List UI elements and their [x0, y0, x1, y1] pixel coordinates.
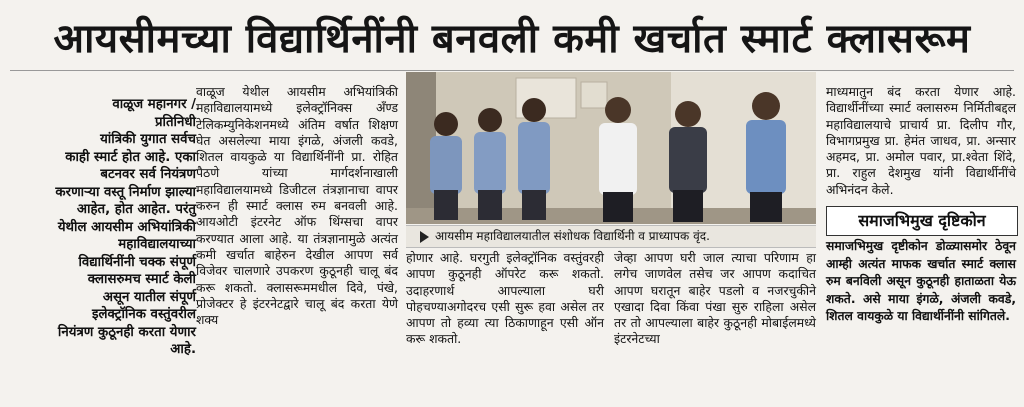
lead-line: नियंत्रण कुठूनही करता येणार [57, 324, 196, 340]
sidebar-box-title: समाजभिमुख दृष्टिकोन [826, 206, 1018, 236]
lead-line: काही स्मार्ट होत आहे. एका [65, 149, 196, 165]
lead-line: वाळूज महानगर / [112, 97, 196, 112]
body-column [196, 84, 398, 328]
photo-caption-text: आयसीम महाविद्यालयातील संशोधक विद्यार्थिनी व प्राध्यापक वृंद. [435, 229, 710, 243]
lead-line: आहेत, होत आहेत. परंतु [76, 202, 196, 217]
middle-column-2 [614, 250, 816, 348]
lead-line: येथील आयसीम अभियांत्रिकी [57, 219, 196, 235]
lead-line: आहे. [170, 342, 196, 357]
lead-column [8, 96, 196, 359]
lead-line: विद्यार्थिनींनी चक्क संपूर्ण [78, 254, 196, 270]
lead-line: असून यातील संपूर्ण [102, 289, 196, 305]
group-photo-illustration [406, 72, 816, 224]
lead-line: करणाऱ्या वस्तू निर्माण झाल्या [55, 184, 196, 200]
lead-line: इलेक्ट्रॉनिक वस्तुंवरील [91, 307, 196, 322]
lead-line: यांत्रिकी युगात सर्वच [100, 132, 196, 147]
middle-column-2-text: जेव्हा आपण घरी जाल त्याचा परिणाम हा लगेच जाणवेल तसेच जर आपण कदाचित आपण घरातून बाहेर पडलो व नजरचुकीने एखादा दिवा किंवा पंखा सुरु राहिला असेल तर तो आपल्याला बाहेर कुठूनही मोबाईलमध्ये इंटरनेटच्या [614, 250, 816, 347]
middle-column-1 [406, 250, 604, 348]
headline: आयसीमच्या विद्यार्थिनींनी बनवली कमी खर्चात स्मार्ट क्लासरूम [53, 15, 971, 62]
photo-caption [406, 225, 816, 248]
headline-rule [10, 70, 1014, 71]
lead-line: प्रतिनिधी [154, 114, 196, 130]
caption-arrow-icon [420, 231, 429, 243]
news-photo [406, 72, 816, 224]
body-column-text: वाळूज येथील आयसीम अभियांत्रिकी महाविद्यालयामध्ये इलेक्ट्रॉनिक्स अँण्ड टेलिकम्युनिकेशनमध्ये अंतिम वर्षात शिक्षण घेत असलेल्या माया इंगळे, अंजली कवडे, शितल वायकुळे या विद्यार्थिनींनी प्रा. रोहित पैठणे यांच्या मार्गदर्शनाखाली महाविद्यालयामध्ये डिजीटल तंत्रज्ञानाचा वापर करुन ही स्मार्ट क्लास रुम बनवली आहे. आयओटी इंटरनेट ऑफ थिंग्सचा वापर करण्यात आला आहे. या तंत्रज्ञानामुळे अत्यंत कमी खर्चात बाहेरुन देखील आपण सर्व विजेवर चालणारे उपकरण कुठूनही चालू बंद करू शकतो. क्लासरूममधील दिवे, पंखे, प्रोजेक्टर हे इंटरनेटद्वारे चालू बंद करता येणे शक्य [196, 84, 398, 328]
right-column [826, 84, 1016, 198]
lead-line: महाविद्यालयाच्या [118, 237, 196, 252]
lead-line: बटनवर सर्व नियंत्रण [100, 167, 196, 182]
right-column-text: माध्यमातुन बंद करता येणार आहे. विद्यार्थीनींच्या स्मार्ट क्लासरुम निर्मितीबद्दल महाविद्यालयाचे प्राचार्य प्रा. दिलीप गौर, विभागप्रमुख प्रा. हेमंत जाधव, प्रा. अन्सार अहमद, प्रा. अमोल पवार, प्रा.श्वेता शिंदे, प्रा. राहुल देशमुख यांनी विद्यार्थीनींचे अभिनंदन केले. [826, 84, 1016, 197]
sidebar-box-text: समाजभिमुख दृष्टीकोन डोळ्यासमोर ठेवून आम्ही अत्यंत माफक खर्चात स्मार्ट क्लास रुम बनविली असून कुठूनही हाताळता येऊ शकते. असे माया इंगळे, अंजली कवडे, शितल वायकुळे या विद्यार्थीनींनी सांगितले. [826, 239, 1016, 324]
middle-column-1-text: होणार आहे. घरगुती इलेक्ट्रॉनिक वस्तुंवरही आपण कुठूनही ऑपरेट करू शकतो. उदाहरणार्थ आपल्याला घरी पोहचण्याअगोदरच एसी सुरू हवा असेल तर आपण तो हव्या त्या ठिकाणाहून एसी ऑन करू शकतो. [406, 250, 604, 347]
lead-line: क्लासरुमच स्मार्ट केली [87, 272, 196, 287]
